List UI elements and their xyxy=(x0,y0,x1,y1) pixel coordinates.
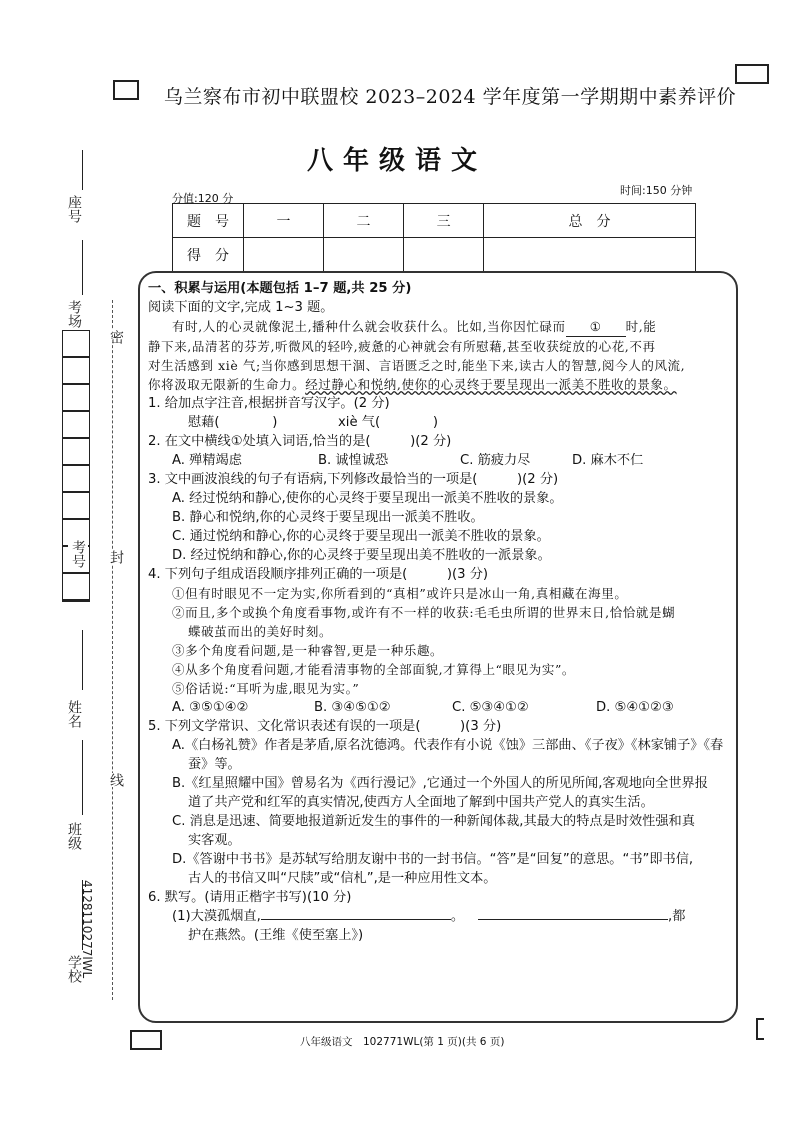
side-label-school: 学校 xyxy=(66,955,82,983)
q6-1-period: 。 xyxy=(450,909,464,924)
q2-option-b: B. 诚惶诚恐 xyxy=(318,453,389,468)
q6-1-blank-1[interactable] xyxy=(261,919,451,920)
q2-option-a: A. 殚精竭虑 xyxy=(172,453,242,468)
q5-option-a: A.《白杨礼赞》作者是茅盾,原名沈德鸿。代表作有小说《蚀》三部曲、《子夜》《林家铺子》《春 xyxy=(172,738,724,753)
registration-mark-bottom-right xyxy=(756,1018,764,1040)
score-cell: 总 分 xyxy=(484,204,696,238)
score-cell: 题 号 xyxy=(173,204,244,238)
total-points: 分值:120 分 xyxy=(172,192,234,205)
q6-1-source: 护在燕然。(王维《使至塞上》) xyxy=(188,928,364,943)
subject-title: 八年级语文 xyxy=(306,146,487,176)
registration-mark-top-left xyxy=(113,80,139,100)
score-cell: 二 xyxy=(324,204,404,238)
side-label-room: 考场 xyxy=(66,300,82,328)
binding-line xyxy=(112,300,113,1000)
question-2: 2. 在文中横线①处填入词语,恰当的是( )(2 分) xyxy=(148,434,452,449)
registration-mark-top-right xyxy=(735,64,769,84)
score-cell: 三 xyxy=(404,204,484,238)
passage-line-4: 你将汲取无限新的生命力。 xyxy=(148,377,306,392)
score-table xyxy=(172,203,696,272)
seal-char-xian: 线 xyxy=(108,773,124,787)
q4-option-d: D. ⑤④①②③ xyxy=(596,700,674,715)
q1-part-a: 慰藉( ) xyxy=(188,415,278,430)
q5-option-c: C. 消息是迅速、简要地报道新近发生的事件的一种新闻体裁,其最大的特点是时效性强和真 xyxy=(172,814,695,829)
question-4: 4. 下列句子组成语段顺序排列正确的一项是( )(3 分) xyxy=(148,567,489,582)
blank-1: ① xyxy=(566,317,626,337)
registration-mark-bottom-left xyxy=(130,1030,162,1050)
q3-option-c: C. 通过悦纳和静心,你的心灵终于要呈现出一派美不胜收的景象。 xyxy=(172,529,550,544)
q4-option-b: B. ③④⑤①② xyxy=(314,700,391,715)
q4-sentences xyxy=(148,584,734,698)
score-table-score-row xyxy=(173,238,696,272)
q4-sentence-2: ②而且,多个或换个角度看事物,或许有不一样的收获:毛毛虫所谓的世界末日,恰恰就是蝴 xyxy=(172,605,676,620)
q3-option-d: D. 经过悦纳和静心,你的心灵终于要呈现出美不胜收的一派景象。 xyxy=(172,548,551,563)
name-line xyxy=(82,630,83,690)
q4-sentence-2-cont: 蝶破茧而出的美好时刻。 xyxy=(188,624,333,639)
passage-intro: 阅读下面的文字,完成 1~3 题。 xyxy=(148,300,334,315)
score-cell: 一 xyxy=(244,204,324,238)
q2-option-c: C. 筋疲力尽 xyxy=(460,453,531,468)
q5-option-a-cont: 蚕》等。 xyxy=(188,757,241,772)
q4-sentence-1: ①但有时眼见不一定为实,你所看到的“真相”或许只是冰山一角,真相藏在海里。 xyxy=(172,586,628,601)
room-line xyxy=(82,240,83,295)
q1-part-b: xiè 气( ) xyxy=(338,415,439,430)
side-label-name: 姓名 xyxy=(66,700,82,728)
page-footer: 八年级语文 102771WL(第 1 页)(共 6 页) xyxy=(300,1036,505,1048)
score-cell: 得 分 xyxy=(173,238,244,272)
exam-time: 时间:150 分钟 xyxy=(620,184,693,197)
exam-title: 乌兰察布市初中联盟校 2023–2024 学年度第一学期期中素养评价 xyxy=(163,86,737,108)
q6-1-end: ,都 xyxy=(668,909,686,924)
side-label-seat: 座号 xyxy=(66,195,82,223)
side-label-class: 班级 xyxy=(66,822,82,850)
passage-line-1: 有时,人的心灵就像泥土,播种什么就会收获什么。比如,当你因忙碌而 xyxy=(172,319,566,334)
q2-option-d: D. 麻木不仁 xyxy=(572,453,644,468)
score-table-header-row xyxy=(173,204,696,238)
q4-sentence-4: ④从多个角度看问题,才能看清事物的全部面貌,才算得上“眼见为实”。 xyxy=(172,662,576,677)
q5-option-b: B.《红星照耀中国》曾易名为《西行漫记》,它通过一个外国人的所见所闻,客观地向全世界报 xyxy=(172,776,708,791)
score-cell xyxy=(484,238,696,272)
passage-line-1-end: 时,能 xyxy=(625,319,657,334)
score-cell xyxy=(324,238,404,272)
q4-sentence-5: ⑤俗话说:“耳听为虚,眼见为实。” xyxy=(172,681,360,696)
side-label-exam-no: 考号 xyxy=(70,540,86,568)
q5-option-c-cont: 实客观。 xyxy=(188,833,241,848)
q6-1-blank-2[interactable] xyxy=(478,919,668,920)
question-6: 6. 默写。(请用正楷字书写)(10 分) xyxy=(148,890,352,905)
score-cell xyxy=(244,238,324,272)
q6-1-start: (1)大漠孤烟直, xyxy=(172,909,261,924)
question-1: 1. 给加点字注音,根据拼音写汉字。(2 分) xyxy=(148,396,390,411)
q4-option-c: C. ⑤③④①② xyxy=(452,700,529,715)
q3-option-a: A. 经过悦纳和静心,使你的心灵终于要呈现出一派美不胜收的景象。 xyxy=(172,491,563,506)
seal-char-feng: 封 xyxy=(108,550,124,564)
q3-option-b: B. 静心和悦纳,你的心灵终于要呈现出一派美不胜收。 xyxy=(172,510,484,525)
q5-option-d: D.《答谢中书书》是苏轼写给朋友谢中书的一封书信。“答”是“回复”的意思。“书”即书信, xyxy=(172,852,694,867)
score-cell xyxy=(404,238,484,272)
seal-char-mi: 密 xyxy=(108,330,124,344)
side-code: 4128110277lWL xyxy=(80,880,94,979)
section-title: 一、积累与运用(本题包括 1–7 题,共 25 分) xyxy=(148,281,412,296)
question-3: 3. 文中画波浪线的句子有语病,下列修改最恰当的一项是( )(2 分) xyxy=(148,472,559,487)
passage-line-3: 对生活感到 xiè 气;当你感到思想干涸、言语匮乏之时,能坐下来,读古人的智慧,阅今人的风流, xyxy=(148,358,686,373)
q4-sentence-3: ③多个角度看问题,是一种睿智,更是一种乐趣。 xyxy=(172,643,444,658)
section-1 xyxy=(148,279,734,945)
passage-line-2: 静下来,品清茗的芬芳,听微风的轻吟,疲惫的心神就会有所慰藉,甚至收获绽放的心花,不再 xyxy=(148,339,656,354)
q5-option-b-cont: 道了共产党和红军的真实情况,使西方人全面地了解到中国共产党人的真实生活。 xyxy=(188,795,654,810)
q4-option-a: A. ③⑤①④② xyxy=(172,700,249,715)
passage xyxy=(148,317,734,394)
q2-options xyxy=(148,451,734,470)
q5-option-d-cont: 古人的书信又叫“尺牍”或“信札”,是一种应用性文本。 xyxy=(188,871,497,886)
wavy-sentence: 经过静心和悦纳,使你的心灵终于要呈现出一派美不胜收的景象。 xyxy=(305,377,677,392)
q4-options xyxy=(148,698,734,717)
question-5: 5. 下列文学常识、文化常识表述有误的一项是( )(3 分) xyxy=(148,719,502,734)
class-line xyxy=(82,740,83,815)
